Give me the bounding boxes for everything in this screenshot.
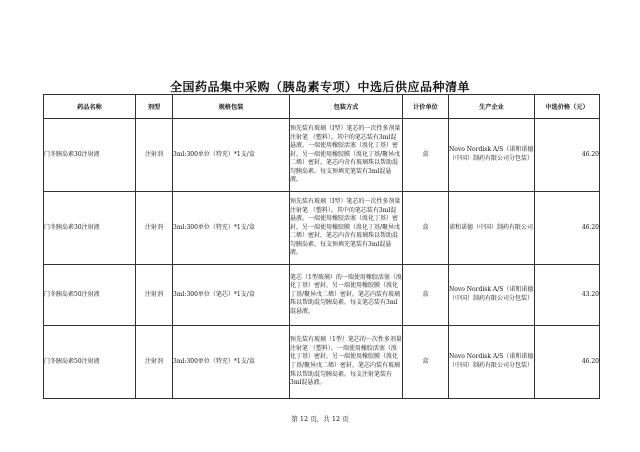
spec-cell: 3ml:300单位（特充）*1支/盒 bbox=[173, 119, 290, 192]
header-unit: 计价单位 bbox=[403, 95, 449, 119]
header-packaging: 包装方式 bbox=[290, 95, 403, 119]
header-dosage-form: 剂型 bbox=[136, 95, 173, 119]
header-company: 生产企业 bbox=[449, 95, 535, 119]
dosage-form-cell: 注射剂 bbox=[136, 192, 173, 265]
drug-name-cell: 门冬胰岛素50注射液 bbox=[44, 326, 136, 399]
unit-cell: 盒 bbox=[403, 265, 449, 326]
page-title: 全国药品集中采购（胰岛素专项）中选后供应品种清单 bbox=[169, 80, 470, 94]
drug-name-cell: 门冬胰岛素50注射液 bbox=[44, 265, 136, 326]
company-cell: 诺和诺德（中国）制药有限公司 bbox=[449, 192, 535, 265]
header-spec: 规格包装 bbox=[173, 95, 290, 119]
unit-cell: 盒 bbox=[403, 326, 449, 399]
table-header-row bbox=[44, 95, 600, 119]
drug-name-cell: 门冬胰岛素30注射液 bbox=[44, 192, 136, 265]
header-drug-name: 药品名称 bbox=[44, 95, 136, 119]
company-cell: Novo Nordisk A/S（诺和诺德（中国）制药有限公司分包装） bbox=[449, 326, 535, 399]
spec-cell: 3ml:300单位（笔芯）*1支/盒 bbox=[173, 265, 290, 326]
price-cell: 46.20 bbox=[535, 192, 600, 265]
procurement-table bbox=[43, 94, 600, 399]
packaging-cell: 预先装有玻璃（I型）笔芯的一次性多剂量注射笔 （塑料）。其中的笔芯装有3ml混悬液。一端使用橡胶活塞（溴化丁基）密封，另一端使用橡胶膜（溴化丁基/聚异戊二烯）密封。笔芯内含有玻璃珠以帮助混匀胰岛素。每支预填充笔装有3ml混悬液。 bbox=[290, 192, 403, 265]
unit-cell: 盒 bbox=[403, 119, 449, 192]
page-number: 第 12 页，共 12 页 bbox=[291, 415, 349, 423]
table-row bbox=[44, 326, 600, 399]
packaging-cell: 预先装有玻璃（I型）笔芯的一次性多剂量注射笔 （塑料）。其中的笔芯装有3ml混悬液。一端使用橡胶活塞（溴化丁基）密封，另一端使用橡胶膜（溴化丁基/聚异戊二烯）密封。笔芯内含有玻璃珠以帮助混匀胰岛素。每支预填充笔装有3ml混悬液。 bbox=[290, 119, 403, 192]
dosage-form-cell: 注射剂 bbox=[136, 265, 173, 326]
table-row bbox=[44, 192, 600, 265]
packaging-cell: 预先装有玻璃（1型）笔芯的一次性多剂量注射笔 （塑料）。一端使用橡胶活塞（溴化丁基）密封，另一端使用橡胶膜（溴化丁基/聚异戊二烯）密封。笔芯内装有玻璃珠以帮助混匀胰岛素。每支注射笔装有3ml混悬液。 bbox=[290, 326, 403, 399]
price-cell: 46.20 bbox=[535, 119, 600, 192]
drug-name-cell: 门冬胰岛素30注射液 bbox=[44, 119, 136, 192]
unit-cell: 盒 bbox=[403, 192, 449, 265]
header-price: 中选价格（元） bbox=[535, 95, 600, 119]
spec-cell: 3ml:300单位（特充）*1支/盒 bbox=[173, 326, 290, 399]
table-row bbox=[44, 119, 600, 192]
spec-cell: 3ml:300单位（特充）*1支/盒 bbox=[173, 192, 290, 265]
price-cell: 43.20 bbox=[535, 265, 600, 326]
company-cell: Novo Nordisk A/S（诺和诺德（中国）制药有限公司分包装） bbox=[449, 265, 535, 326]
price-cell: 46.20 bbox=[535, 326, 600, 399]
dosage-form-cell: 注射剂 bbox=[136, 119, 173, 192]
dosage-form-cell: 注射剂 bbox=[136, 326, 173, 399]
packaging-cell: 笔芯（1型玻璃）的一端使用橡胶活塞（溴化丁基）密封，另一端使用橡胶膜（溴化丁基/聚异戊二烯）密封。笔芯内装有玻璃珠以帮助混匀胰岛素。每支笔芯装有3ml混悬液。 bbox=[290, 265, 403, 326]
table-row bbox=[44, 265, 600, 326]
company-cell: Novo Nordisk A/S（诺和诺德（中国）制药有限公司分包装） bbox=[449, 119, 535, 192]
